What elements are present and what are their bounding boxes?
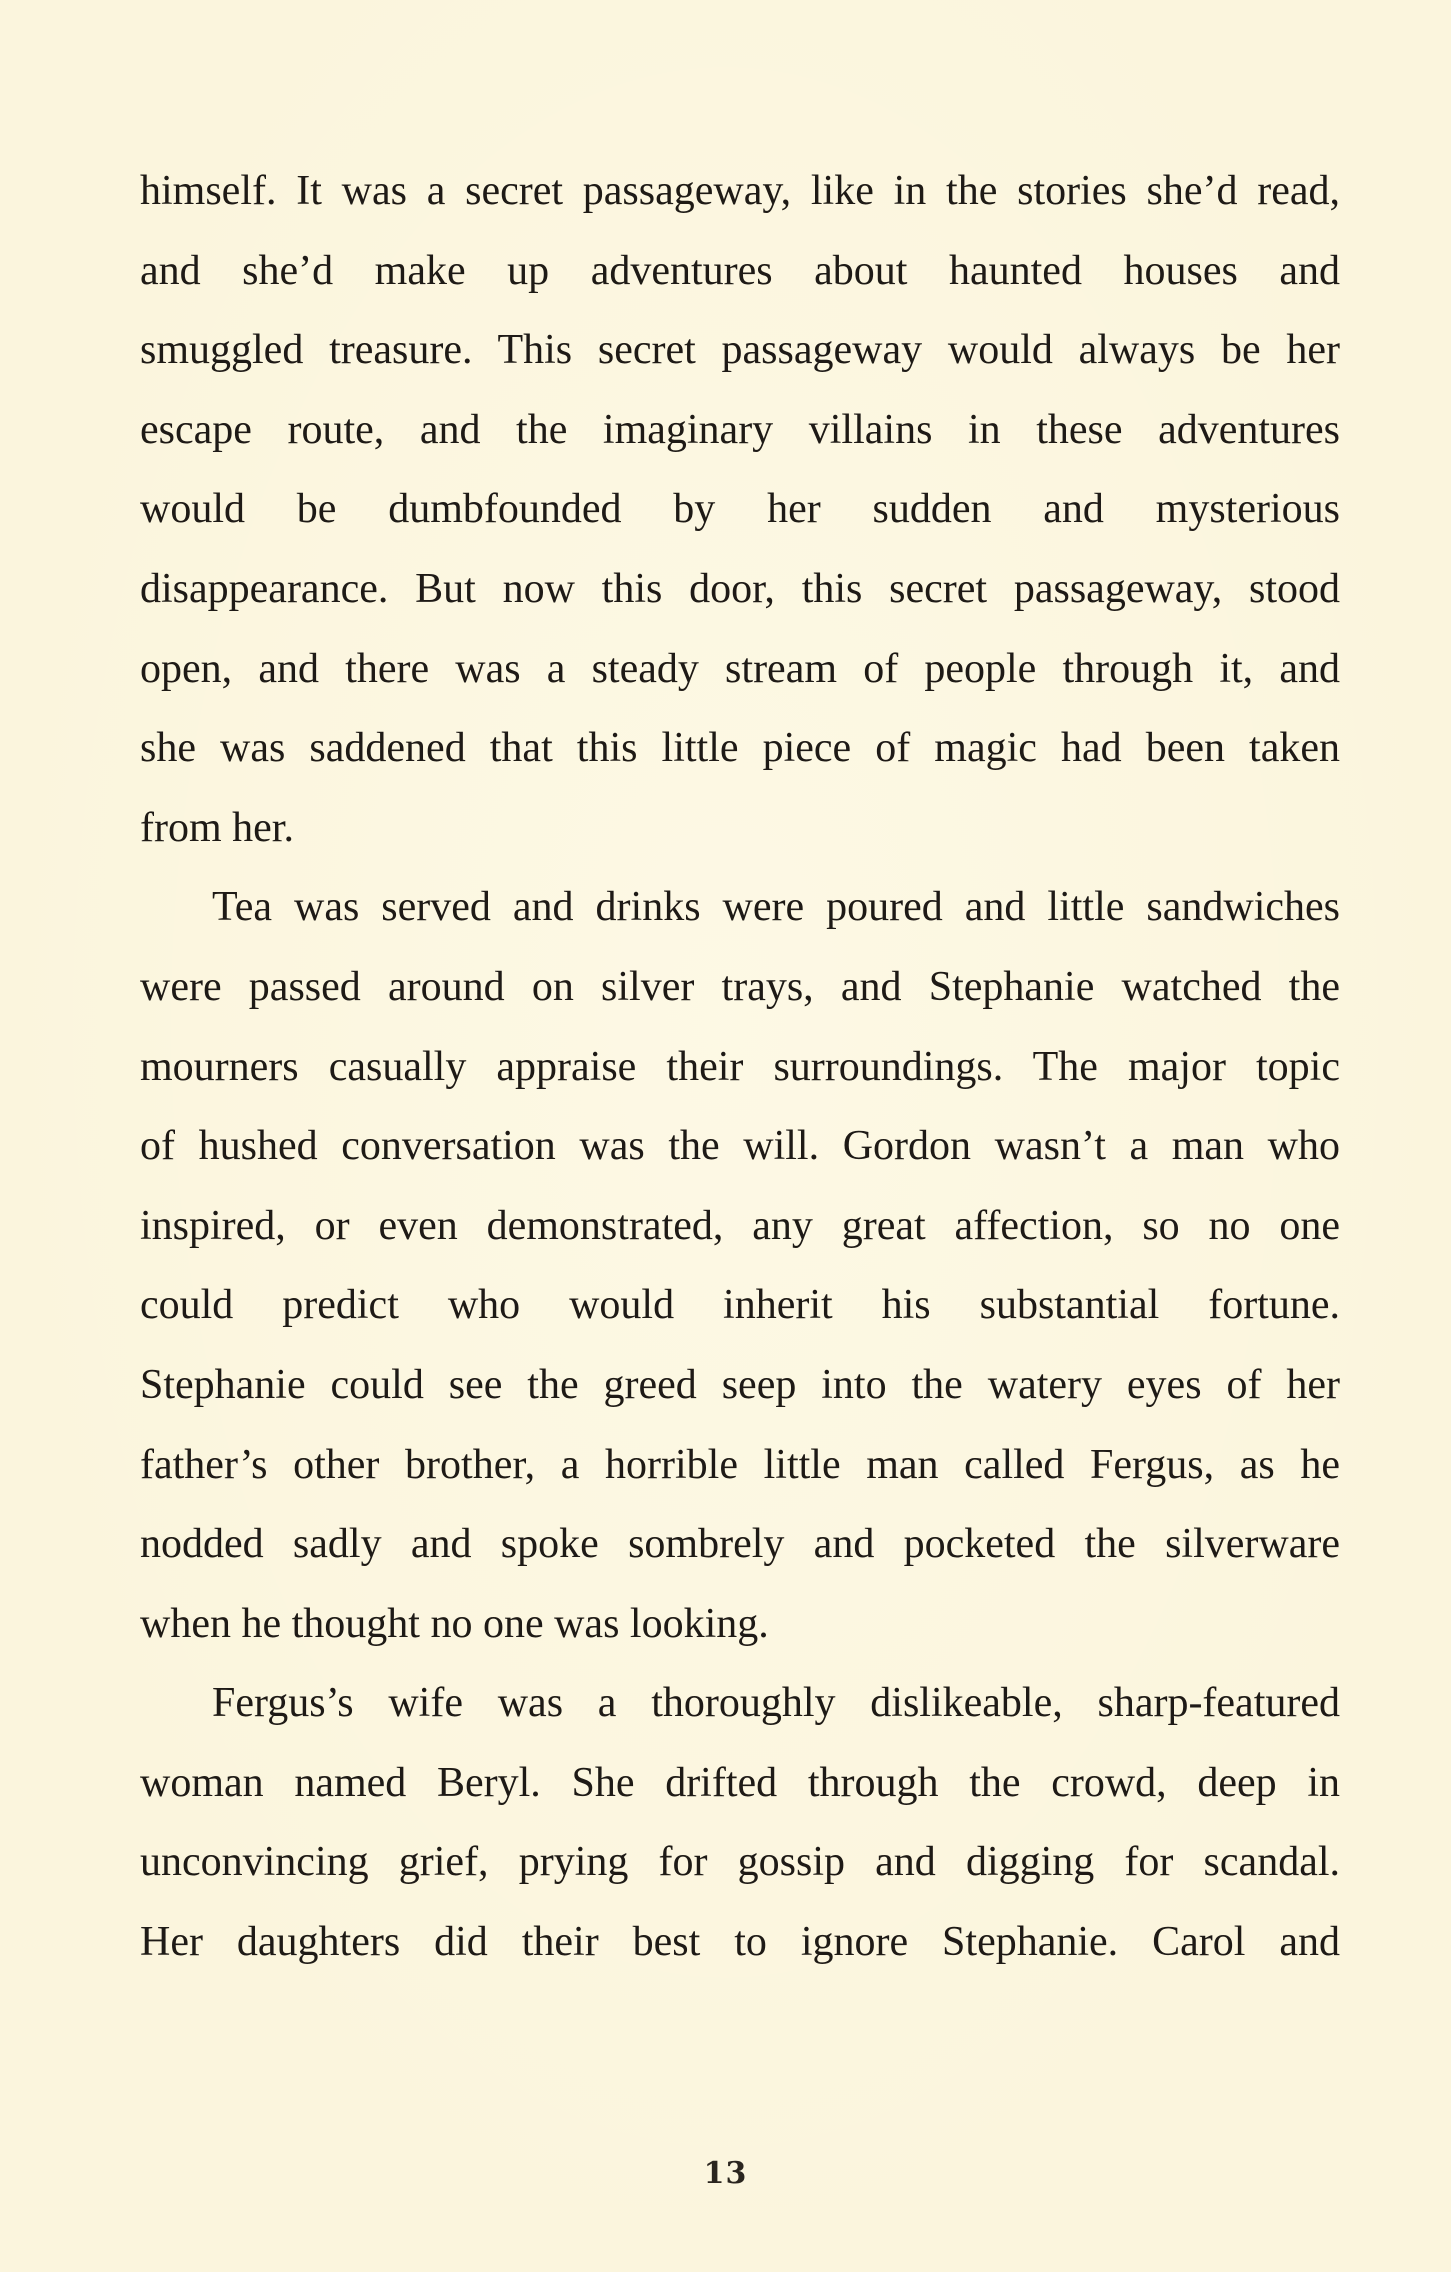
text-line: would be dumbfounded by her sudden and mysterious [140,486,1340,533]
text-line: himself. It was a secret passageway, like in the stories she’d read, [140,168,1340,214]
text-line: unconvincing grief, prying for gossip and digging for scandal. [140,1839,1340,1886]
body-text [140,152,1340,1983]
text-line: smuggled treasure. This secret passageway would always be her [140,327,1340,374]
text-line: escape route, and the imaginary villains in these adventures [140,406,1340,453]
text-line: Her daughters did their best to ignore Stephanie. Carol and [140,1919,1340,1966]
text-line: inspired, or even demonstrated, any great affection, so no one [140,1202,1340,1249]
text-line: disappearance. But now this door, this secret passageway, stood [140,565,1340,612]
text-line: of hushed conversation was the will. Gordon wasn’t a man who [140,1123,1340,1170]
text-line: woman named Beryl. She drifted through the crowd, deep in [140,1759,1340,1806]
text-line: were passed around on silver trays, and Stephanie watched the [140,963,1340,1010]
text-line: Fergus’s wife was a thoroughly dislikeable, sharp-featured [212,1680,1340,1727]
text-line: and she’d make up adventures about haunted houses and [140,247,1340,294]
text-line: she was saddened that this little piece of magic had been taken [140,725,1340,772]
text-line: open, and there was a steady stream of people through it, and [140,645,1340,692]
text-line: mourners casually appraise their surroundings. The major topic [140,1043,1340,1090]
text-line: Tea was served and drinks were poured and little sandwiches [212,884,1340,931]
page-number: 13 [703,2156,748,2191]
text-line: when he thought no one was looking. [140,1600,769,1647]
text-line: father’s other brother, a horrible little man called Fergus, as he [140,1441,1340,1488]
text-line: could predict who would inherit his substantial fortune. [140,1282,1340,1329]
text-line: nodded sadly and spoke sombrely and pocketed the silverware [140,1521,1340,1568]
text-line: Stephanie could see the greed seep into the watery eyes of her [140,1361,1340,1408]
text-line: from her. [140,804,294,851]
